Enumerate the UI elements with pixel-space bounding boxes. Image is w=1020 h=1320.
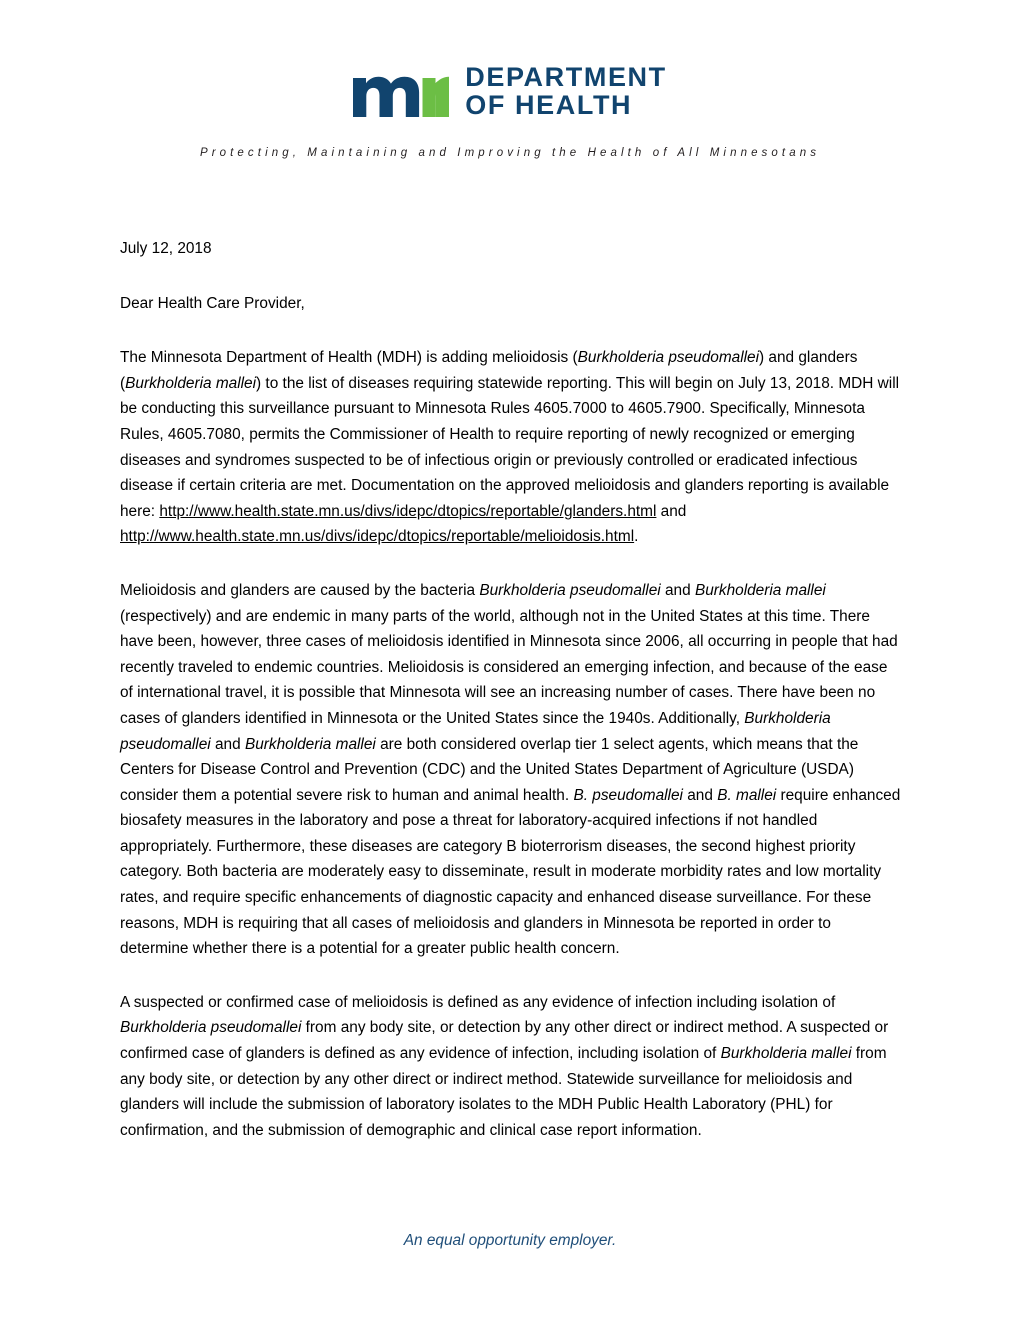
p2-text-4: and bbox=[210, 735, 245, 753]
paragraph-reporting-requirement bbox=[120, 345, 901, 550]
mdh-wordmark bbox=[465, 63, 667, 119]
p3-species-pseudomallei: Burkholderia pseudomallei bbox=[120, 1019, 302, 1037]
mdh-logo bbox=[353, 62, 667, 120]
paragraph-disease-background bbox=[120, 578, 901, 962]
glanders-reporting-link[interactable]: http://www.health.state.mn.us/divs/idepc/dtopics/reportable/glanders.html bbox=[159, 502, 657, 520]
p2-text-2: and bbox=[660, 581, 695, 599]
p1-text-2: ) and glanders ( bbox=[120, 349, 858, 392]
paragraph-case-definition bbox=[120, 990, 901, 1144]
p2-species-pseudomallei-1: Burkholderia pseudomallei bbox=[479, 581, 661, 599]
wordmark-line-of-health: OF HEALTH bbox=[465, 90, 633, 120]
p2-text-7: require enhanced biosafety measures in the laboratory and pose a threat for laboratory-acquired infections if not handled appropriately. Furthermore, these diseases are category B bioterrorism diseases, the second highest priority category. Both bacteria are moderately easy to disseminate, result in moderate morbidity rates and low mortality rates, and require specific enhancements of diagnostic capacity and enhanced disease surveillance. For these reasons, MDH is requiring that all cases of melioidosis and glanders in Minnesota be reported in order to determine whether there is a potential for a greater public health concern. bbox=[120, 786, 901, 958]
p2-species-mallei-1: Burkholderia mallei bbox=[694, 581, 826, 599]
p2-text-1: Melioidosis and glanders are caused by the bacteria bbox=[120, 581, 480, 599]
p1-text-1: The Minnesota Department of Health (MDH) is adding melioidosis ( bbox=[120, 349, 578, 367]
p3-text-1: A suspected or confirmed case of melioidosis is defined as any evidence of infection including isolation of bbox=[120, 993, 836, 1011]
mn-logo-mark-icon bbox=[353, 65, 449, 117]
p2-text-5: are both considered overlap tier 1 select agents, which means that the Centers for Disease Control and Prevention (CDC) and the United States Department of Agriculture (USDA) consider them a potential severe risk to human and animal health. bbox=[120, 735, 859, 804]
wordmark-line-department: DEPARTMENT bbox=[465, 61, 667, 92]
p1-text-5: . bbox=[634, 528, 639, 546]
letter-salutation: Dear Health Care Provider, bbox=[120, 294, 305, 312]
melioidosis-reporting-link[interactable]: http://www.health.state.mn.us/divs/idepc/dtopics/reportable/melioidosis.html bbox=[120, 528, 635, 546]
p2-species-pseudomallei-2: Burkholderia pseudomallei bbox=[120, 709, 831, 753]
p1-species-pseudomallei: Burkholderia pseudomallei bbox=[577, 349, 760, 367]
p1-species-mallei: Burkholderia mallei bbox=[125, 374, 257, 392]
document-header bbox=[0, 0, 1020, 159]
p2-text-6: and bbox=[682, 786, 718, 804]
agency-tagline: Protecting, Maintaining and Improving the Health of All Minnesotans bbox=[199, 147, 821, 159]
p3-text-2: from any body site, or detection by any other direct or indirect method. A suspected or confirmed case of glanders is defined as any evidence of infection, including isolation of bbox=[120, 1019, 889, 1063]
equal-opportunity-footer: An equal opportunity employer. bbox=[403, 1232, 617, 1249]
p2-species-b-pseudomallei: B. pseudomallei bbox=[573, 786, 683, 804]
letter-body bbox=[120, 236, 901, 1171]
p2-species-b-mallei: B. mallei bbox=[717, 786, 777, 804]
p2-species-mallei-2: Burkholderia mallei bbox=[244, 735, 376, 753]
p3-text-3: from any body site, or detection by any other direct or indirect method. Statewide surveillance for melioidosis and glanders will include the submission of laboratory isolates to the MDH Public Health Laboratory (PHL) for confirmation, and the submission of demographic and clinical case report information. bbox=[120, 1045, 887, 1139]
p1-text-4: and bbox=[656, 502, 687, 520]
p3-species-mallei: Burkholderia mallei bbox=[720, 1045, 852, 1063]
letter-date: July 12, 2018 bbox=[120, 240, 212, 257]
p2-text-3: (respectively) and are endemic in many parts of the world, although not in the United States at this time. There have been, however, three cases of melioidosis identified in Minnesota since 2006, all occurring in people that had recently traveled to endemic countries. Melioidosis is considered an emerging infection, and because of the ease of international travel, it is possible that Minnesota will see an increasing number of cases. There have been no cases of glanders identified in Minnesota or the United States since the 1940s. Additionally, bbox=[120, 607, 898, 727]
p1-text-3: ) to the list of diseases requiring statewide reporting. This will begin on July 13, 2018. MDH will be conducting this surveillance pursuant to Minnesota Rules 4605.7000 to 4605.7900. Specifically, Minnesota Rules, 4605.7080, permits the Commissioner of Health to require reporting of newly recognized or emerging diseases and syndromes suspected to be of infectious origin or previously controlled or eradicated infectious disease if certain criteria are met. Documentation on the approved melioidosis and glanders reporting is available here: bbox=[120, 374, 900, 520]
